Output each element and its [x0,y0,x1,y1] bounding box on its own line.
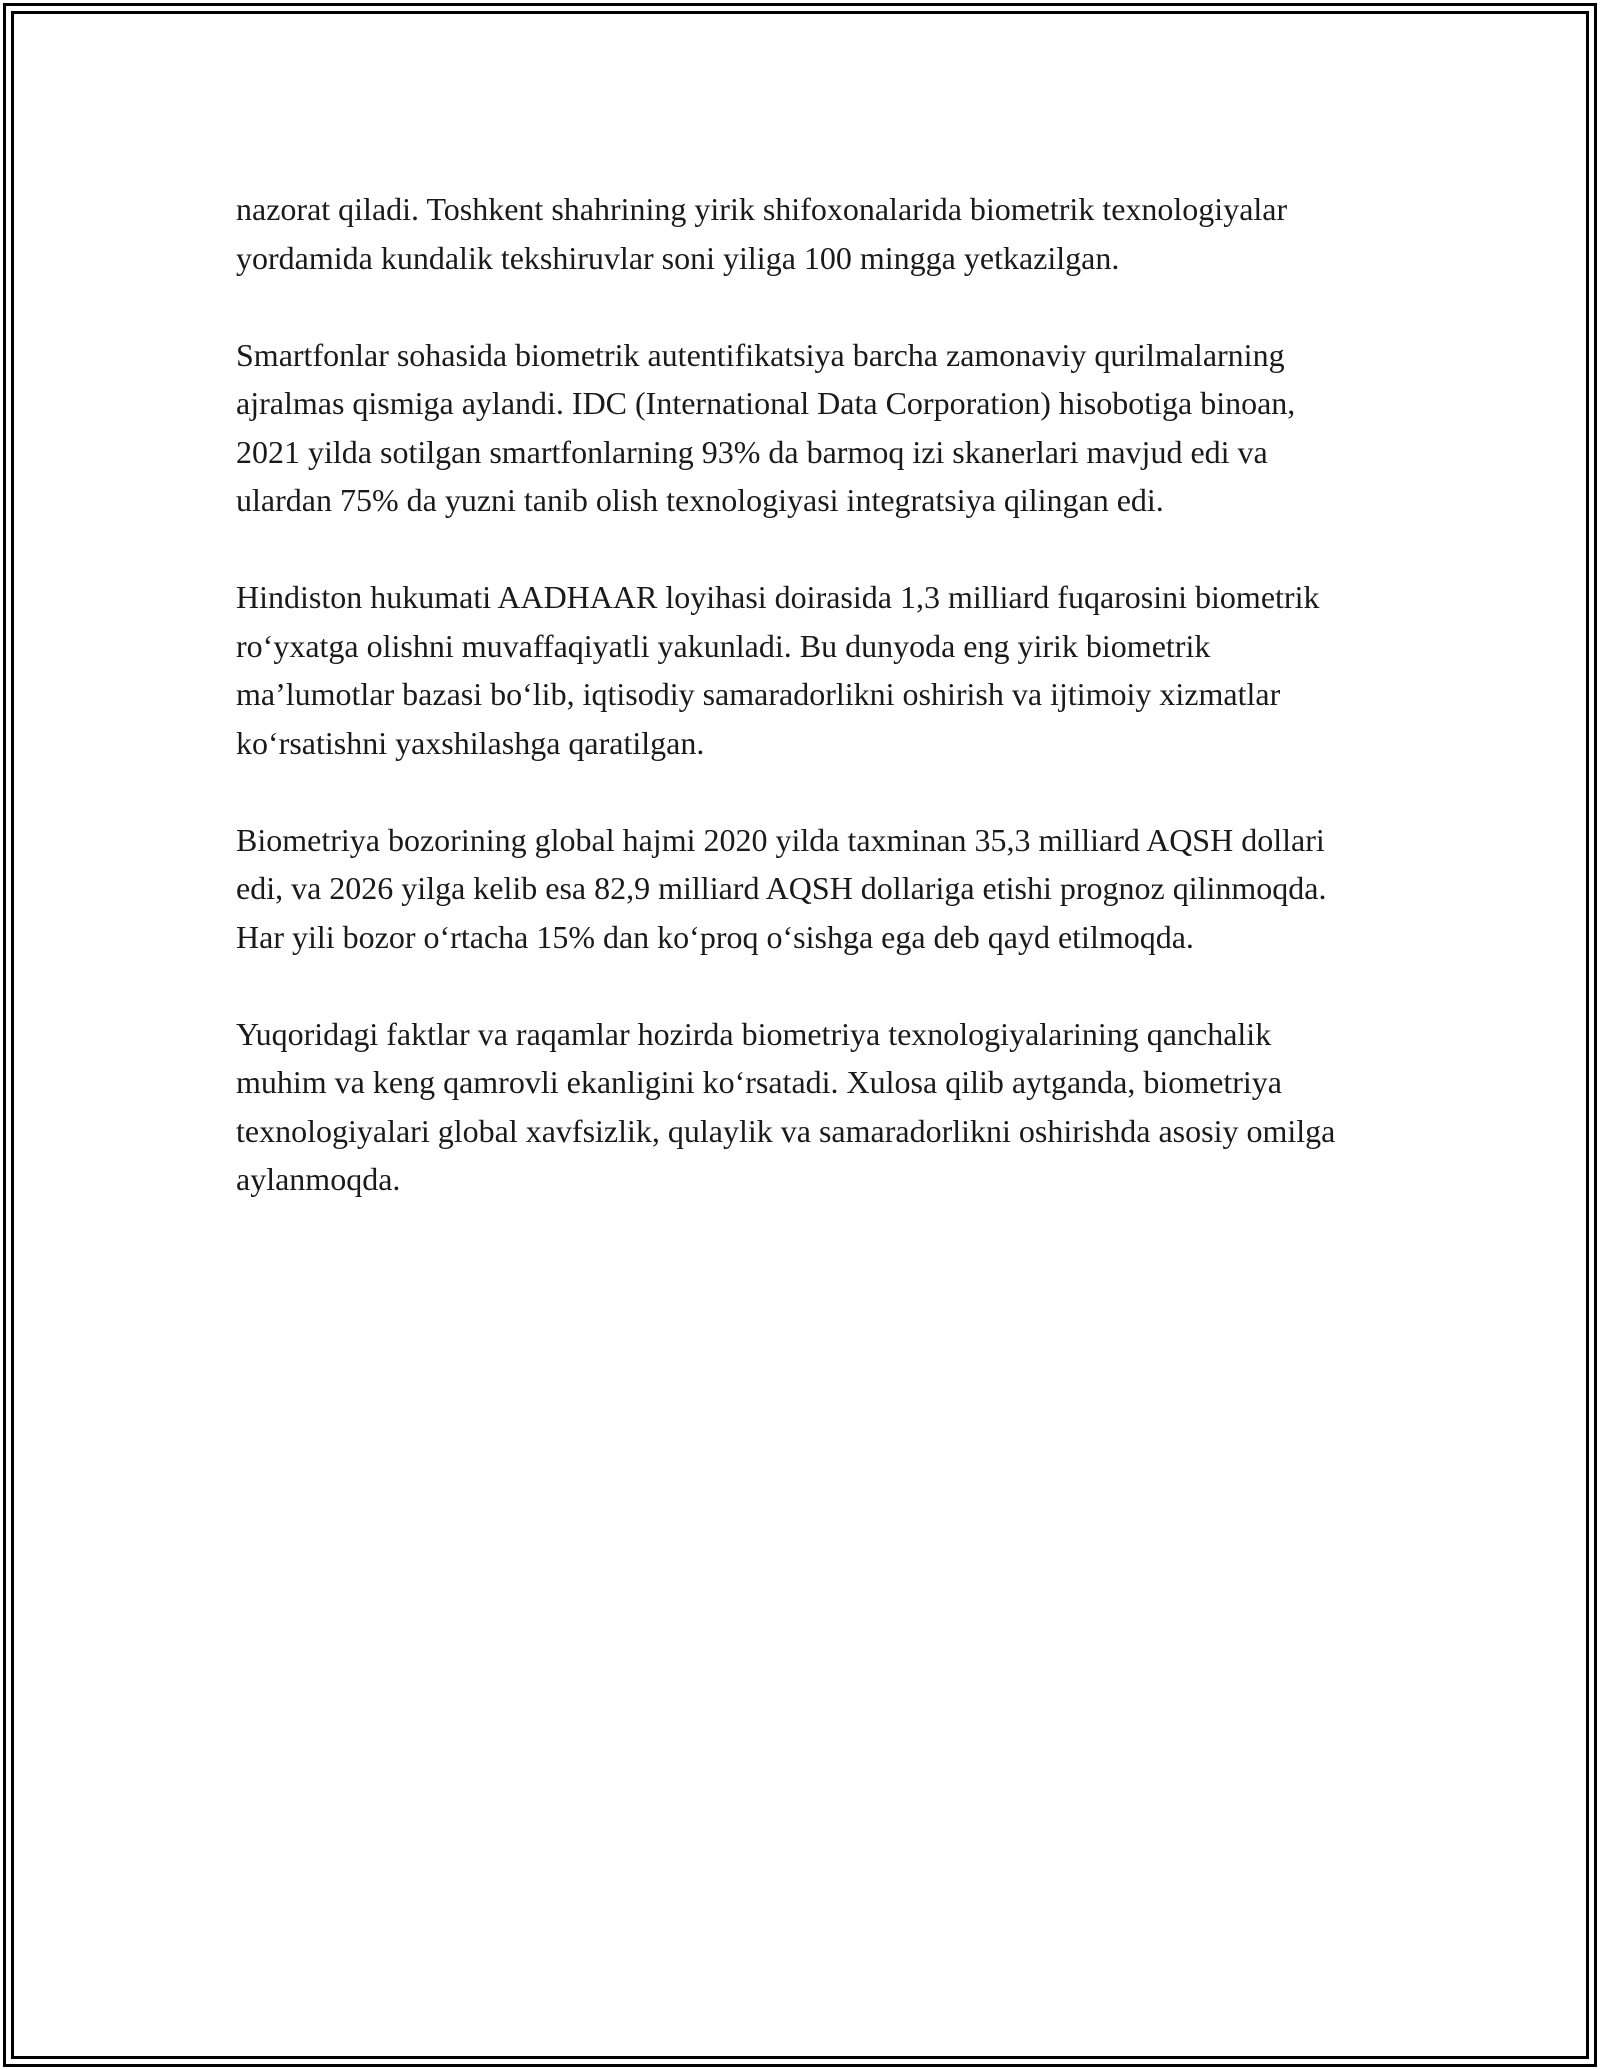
paragraph-conclusion: Yuqoridagi faktlar va raqamlar hozirda biometriya texnologiyalarining qanchalik muhim va keng qamrovli ekanligini ko‘rsatadi. Xulosa qilib aytganda, biometriya texnologiyalari global xavfsizlik, qulaylik va samaradorlikni oshirishda asosiy omilga aylanmoqda. [236,1015,1336,1197]
paragraph-hospital-checks: nazorat qiladi. Toshkent shahrining yirik shifoxonalarida biometrik texnologiyalar yordamida kundalik tekshiruvlar soni yiliga 100 mingga yetkazilgan. [236,191,1288,276]
paragraph-market-size: Biometriya bozorining global hajmi 2020 yilda taxminan 35,3 milliard AQSH dollari edi, va 2026 yilga kelib esa 82,9 milliard AQSH dollariga etishi prognoz qilinmoqda. Har yili bozor o‘rtacha 15% dan ko‘proq o‘sishga ega deb qayd etilmoqda. [236,821,1327,955]
paragraph-aadhaar: Hindiston hukumati AADHAAR loyihasi doirasida 1,3 milliard fuqarosini biometrik ro‘yxatga olishni muvaffaqiyatli yakunladi. Bu dunyoda eng yirik biometrik ma’lumotlar bazasi bo‘lib, iqtisodiy samaradorlikni oshirish va ijtimoiy xizmatlar ko‘rsatishni yaxshilashga qaratilgan. [236,579,1320,761]
paragraph-smartphones: Smartfonlar sohasida biometrik autentifikatsiya barcha zamonaviy qurilmalarning ajralmas qismiga aylandi. IDC (International Data Corporation) hisobotiga binoan, 2021 yilda sotilgan smartfonlarning 93% da barmoq izi skanerlari mavjud edi va ulardan 75% da yuzni tanib olish texnologiyasi integratsiya qilingan edi. [236,336,1296,518]
document-body [236,185,1366,1252]
